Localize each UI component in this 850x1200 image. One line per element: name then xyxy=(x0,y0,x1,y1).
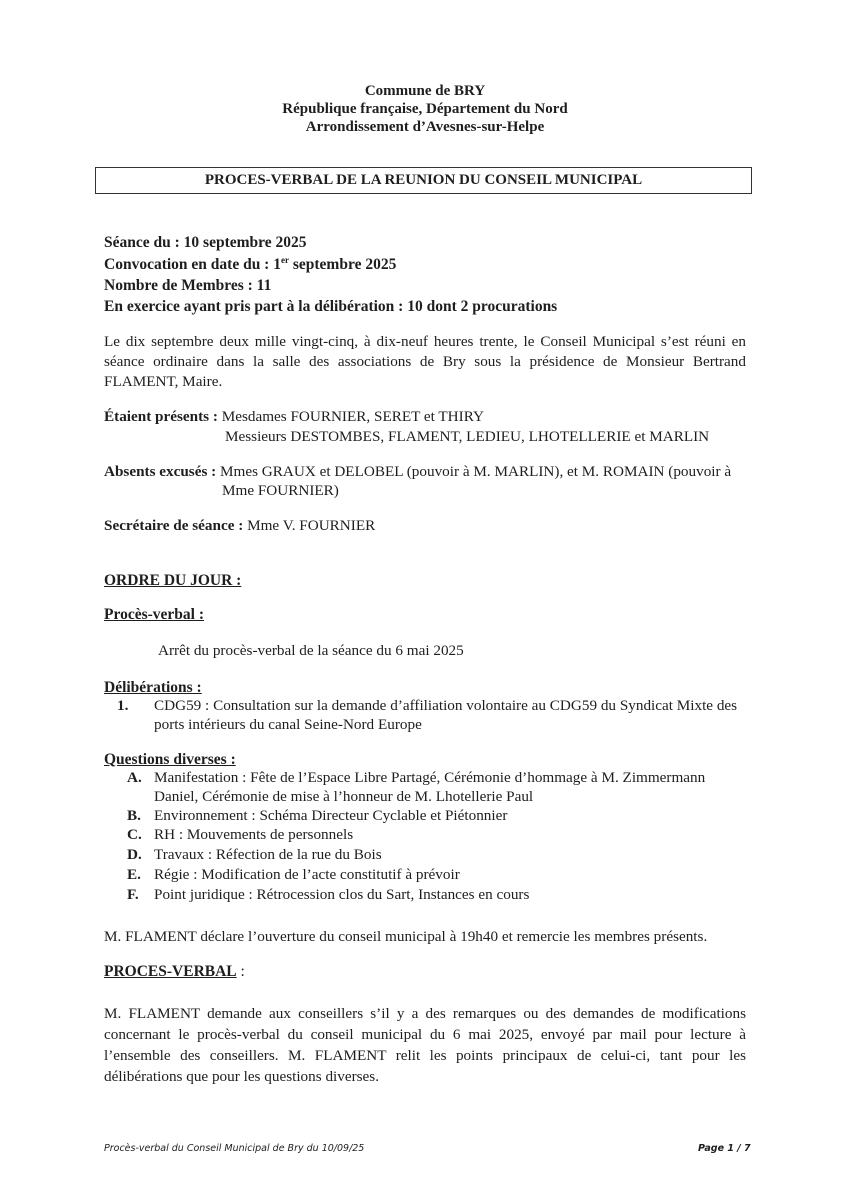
convocation-suffix: septembre 2025 xyxy=(288,256,397,273)
secretaire-label: Secrétaire de séance : xyxy=(104,517,244,534)
arrondissement-line: Arrondissement d’Avesnes-sur-Helpe xyxy=(305,119,545,135)
question-mark-d: D. xyxy=(127,846,142,863)
delib-item-mark: 1. xyxy=(117,697,129,714)
intro-paragraph: Le dix septembre deux mille vingt-cinq, à dix-neuf heures trente, le Conseil Municipal s’est réuni en séance ordinaire dans la salle des associations de Bry sous la présidence de Monsieur Bertrand FLAMENT, Maire. xyxy=(104,333,746,390)
pv-item: Arrêt du procès-verbal de la séance du 6 mai 2025 xyxy=(158,642,464,659)
question-a-line-2: Daniel, Cérémonie de mise à l’honneur de M. Lhotellerie Paul xyxy=(154,788,534,805)
document-title: PROCES-VERBAL DE LA REUNION DU CONSEIL MUNICIPAL xyxy=(95,167,752,194)
secretaire-value: Mme V. FOURNIER xyxy=(243,517,376,534)
presents-label: Étaient présents : xyxy=(104,408,218,425)
question-mark-c: C. xyxy=(127,826,142,843)
question-d: Travaux : Réfection de la rue du Bois xyxy=(154,846,382,863)
ordre-du-jour-heading: ORDRE DU JOUR : xyxy=(104,572,242,589)
seance-date: Séance du : 10 septembre 2025 xyxy=(104,234,307,251)
questions-heading: Questions diverses : xyxy=(104,751,236,768)
question-b: Environnement : Schéma Directeur Cyclable et Piétonnier xyxy=(154,807,508,824)
pv-section-heading-suffix: : xyxy=(236,963,245,980)
question-e: Régie : Modification de l’acte constitutif à prévoir xyxy=(154,866,460,883)
pv-section-heading-text: PROCES-VERBAL xyxy=(104,963,237,980)
republique-line: République française, Département du Nord xyxy=(282,101,568,117)
absents-text: Mmes GRAUX et DELOBEL (pouvoir à M. MARLIN), et M. ROMAIN (pouvoir à xyxy=(216,463,732,480)
page-number: Page 1 / 7 xyxy=(698,1143,751,1154)
ouverture-line: M. FLAMENT déclare l’ouverture du conseil municipal à 19h40 et remercie les membres présents. xyxy=(104,928,708,945)
footer-title: Procès-verbal du Conseil Municipal de Bry du 10/09/25 xyxy=(104,1143,365,1154)
question-a-line-1: Manifestation : Fête de l’Espace Libre Partagé, Cérémonie d’hommage à M. Zimmermann xyxy=(154,769,706,786)
question-f: Point juridique : Rétrocession clos du Sart, Instances en cours xyxy=(154,886,530,903)
presents-women: Mesdames FOURNIER, SERET et THIRY xyxy=(217,408,484,425)
pv-section-heading xyxy=(104,962,245,982)
presents-line-2: Messieurs DESTOMBES, FLAMENT, LEDIEU, LHOTELLERIE et MARLIN xyxy=(225,428,710,445)
question-mark-a: A. xyxy=(127,769,142,786)
question-mark-b: B. xyxy=(127,807,141,824)
absents-line-1 xyxy=(104,462,731,482)
convocation-prefix: Convocation en date du : 1 xyxy=(104,256,281,273)
secretaire-line xyxy=(104,516,375,536)
delib-item-line-1: CDG59 : Consultation sur la demande d’affiliation volontaire au CDG59 du Syndicat Mixte des xyxy=(154,697,738,714)
absents-line-2: Mme FOURNIER) xyxy=(222,482,339,499)
question-c: RH : Mouvements de personnels xyxy=(154,826,354,843)
delib-item-line-2: ports intérieurs du canal Seine-Nord Europe xyxy=(154,716,422,733)
membres-count: Nombre de Membres : 11 xyxy=(104,277,272,294)
pv-section-paragraph: M. FLAMENT demande aux conseillers s’il y a des remarques ou des demandes de modifications concernant le procès-verbal du conseil municipal du 6 mai 2025, envoyé par mail pour lecture à l’ensemble des conseillers. M. FLAMENT relit les points principaux de celui-ci, tant pour les délibérations que pour les questions diverses. xyxy=(104,1005,746,1085)
commune-name: Commune de BRY xyxy=(364,83,486,99)
convocation-sup: er xyxy=(280,254,289,265)
absents-label: Absents excusés : xyxy=(104,463,217,480)
exercice-line: En exercice ayant pris part à la délibération : 10 dont 2 procurations xyxy=(104,298,558,315)
presents-line-1 xyxy=(104,407,484,427)
question-mark-e: E. xyxy=(127,866,141,883)
deliberations-heading: Délibérations : xyxy=(104,679,202,696)
question-mark-f: F. xyxy=(127,886,139,903)
pv-subheading: Procès-verbal : xyxy=(104,606,204,623)
convocation-date xyxy=(104,255,396,275)
